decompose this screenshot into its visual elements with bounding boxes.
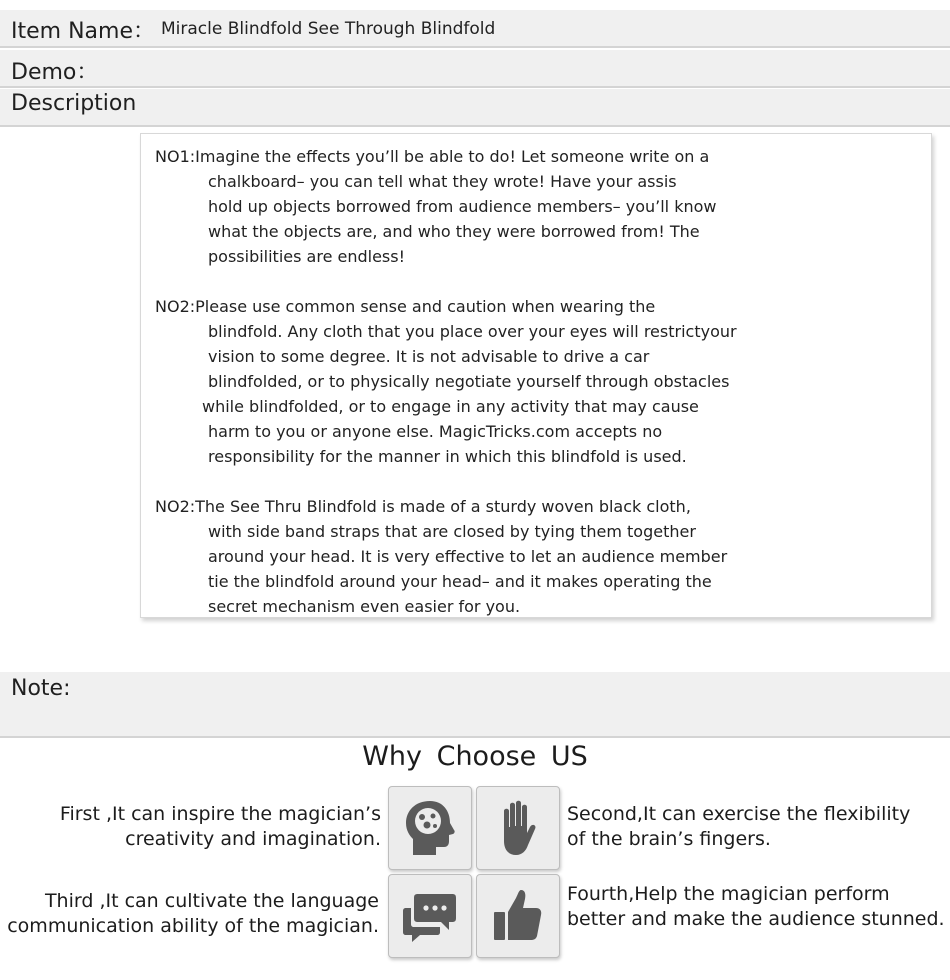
- description-box: [140, 133, 932, 618]
- paragraph-line: what the objects are, and who they were borrowed from! The: [208, 222, 700, 241]
- chat-tile: [388, 874, 472, 958]
- item-name-label: Item Name：: [11, 19, 155, 44]
- demo-label: Demo：: [11, 60, 99, 85]
- paragraph-line: responsibility for the manner in which this blindfold is used.: [208, 447, 687, 466]
- feature-third: [7, 889, 379, 939]
- demo-bar: [0, 50, 950, 88]
- brain-tile: [388, 786, 472, 870]
- paragraph-line: while blindfolded, or to engage in any activity that may cause: [202, 397, 699, 416]
- why-choose-us-title: Why Choose US: [362, 741, 588, 772]
- description-paragraph-2: [155, 294, 737, 469]
- paragraph-line: around your head. It is very effective to let an audience member: [208, 547, 728, 566]
- feature-line: creativity and imagination.: [125, 828, 381, 850]
- note-bar: [0, 672, 950, 738]
- paragraph-line: NO2:The See Thru Blindfold is made of a sturdy woven black cloth,: [155, 497, 691, 516]
- feature-first: [60, 802, 381, 852]
- paragraph-line: possibilities are endless!: [208, 247, 406, 266]
- feature-line: First ,It can inspire the magician’s: [59, 803, 381, 825]
- item-name-value: Miracle Blindfold See Through Blindfold: [161, 19, 496, 39]
- feature-line: better and make the audience stunned.: [567, 908, 945, 930]
- description-label: Description: [11, 91, 137, 116]
- description-bar: [0, 89, 950, 127]
- hand-icon: [490, 797, 546, 859]
- thumbs-up-icon: [490, 886, 546, 946]
- feature-line: Third ,It can cultivate the language: [44, 890, 379, 912]
- paragraph-line: chalkboard– you can tell what they wrote! Have your assis: [208, 172, 677, 191]
- paragraph-line: NO1:Imagine the effects you’ll be able to do! Let someone write on a: [155, 147, 710, 166]
- chat-bubbles-icon: [400, 888, 460, 944]
- paragraph-line: hold up objects borrowed from audience members– you’ll know: [208, 197, 717, 216]
- paragraph-line: blindfolded, or to physically negotiate yourself through obstacles: [208, 372, 730, 391]
- feature-fourth: [567, 882, 945, 932]
- thumbs-up-tile: [476, 874, 560, 958]
- paragraph-line: vision to some degree. It is not advisable to drive a car: [208, 347, 650, 366]
- paragraph-line: secret mechanism even easier for you.: [208, 597, 521, 616]
- feature-line: Second,It can exercise the flexibility: [567, 803, 911, 825]
- paragraph-line: NO2:Please use common sense and caution when wearing the: [155, 297, 656, 316]
- paragraph-line: tie the blindfold around your head– and it makes operating the: [208, 572, 712, 591]
- feature-second: [567, 802, 910, 852]
- item-name-bar: [0, 10, 950, 48]
- description-paragraph-3: [155, 494, 727, 619]
- note-label: Note:: [11, 676, 71, 701]
- description-paragraph-1: [155, 144, 717, 269]
- hand-tile: [476, 786, 560, 870]
- paragraph-line: with side band straps that are closed by tying them together: [208, 522, 696, 541]
- feature-line: of the brain’s fingers.: [567, 828, 771, 850]
- feature-line: communication ability of the magician.: [7, 915, 379, 937]
- brain-head-icon: [400, 797, 460, 859]
- feature-line: Fourth,Help the magician perform: [567, 883, 890, 905]
- paragraph-line: blindfold. Any cloth that you place over your eyes will restrictyour: [208, 322, 737, 341]
- paragraph-line: harm to you or anyone else. MagicTricks.com accepts no: [208, 422, 663, 441]
